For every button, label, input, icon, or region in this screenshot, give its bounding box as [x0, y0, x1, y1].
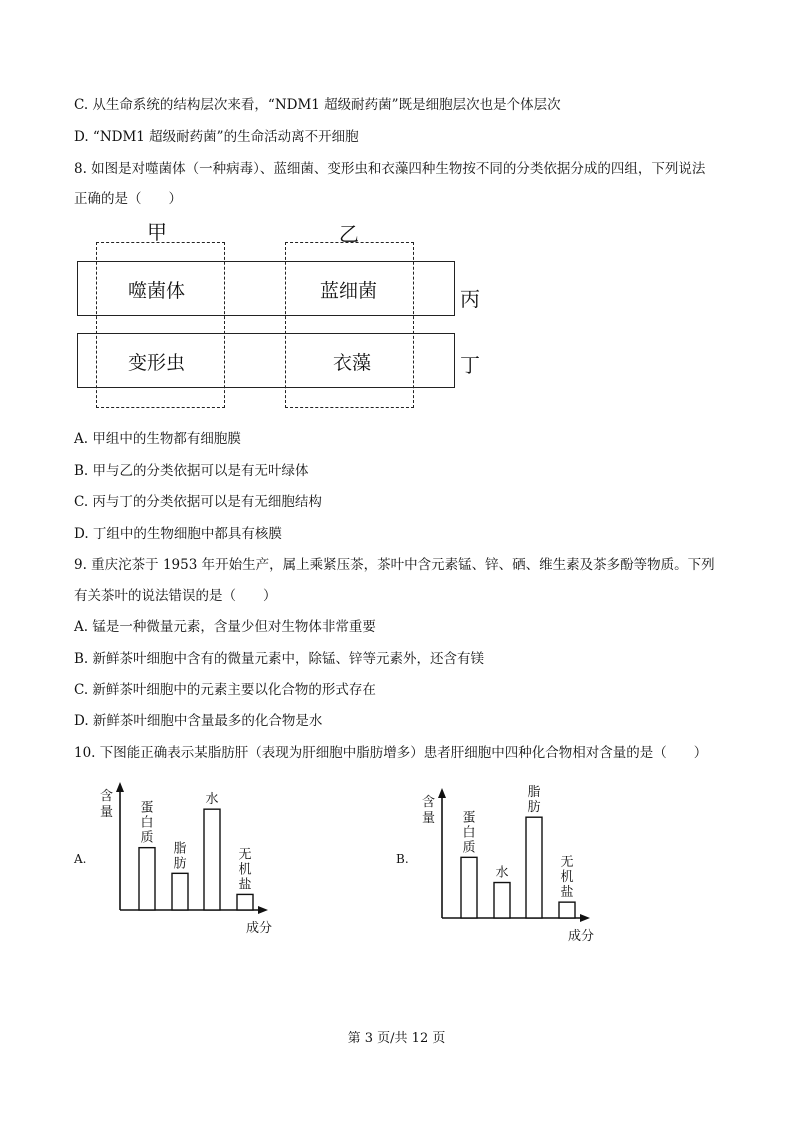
question-9-stem: 9. 重庆沱茶于 1953 年开始生产，属上乘紧压茶，茶叶中含元素锰、锌、硒、维生素及茶多酚等物质。下列	[74, 557, 715, 573]
page-footer: 第 3 页/共 12 页	[347, 1031, 446, 1046]
bar-label-2: 水	[205, 792, 219, 808]
bar-1	[494, 883, 510, 918]
bar-label-1: 水	[495, 865, 509, 881]
bar-2	[526, 817, 542, 918]
group-jia-label: 甲	[147, 220, 167, 244]
x-axis-arrow	[258, 906, 268, 914]
question-10-option-a-letter: A.	[74, 852, 87, 866]
group-yi-box	[285, 242, 414, 408]
question-8-stem-cont: 正确的是（ ）	[74, 191, 182, 207]
x-axis-label: 成分	[246, 921, 273, 936]
bar-0	[139, 848, 155, 910]
group-yi-label: 乙	[339, 222, 359, 246]
bar-label-0: 蛋白质	[140, 800, 154, 846]
bar-1	[172, 873, 188, 910]
bar-label-2: 脂肪	[527, 785, 541, 816]
option-c-text: C. 从生命系统的结构层次来看，“NDM1 超级耐药菌”既是细胞层次也是个体层次	[74, 97, 561, 113]
chart-option-a	[96, 772, 296, 942]
question-10-stem: 10. 下图能正确表示某脂肪肝（表现为肝细胞中脂肪增多）患者肝细胞中四种化合物相对含量的是（ ）	[74, 745, 708, 761]
bar-0	[461, 857, 477, 918]
cell-chlamydomonas: 衣藻	[333, 352, 372, 374]
option-d-text: D. “NDM1 超级耐药菌”的生命活动离不开细胞	[74, 129, 359, 145]
question-9-option-c: C. 新鲜茶叶细胞中的元素主要以化合物的形式存在	[74, 682, 376, 698]
y-axis-label: 含量	[100, 789, 114, 820]
bar-3	[237, 894, 253, 910]
group-bing-label: 丙	[460, 287, 480, 311]
group-ding-label: 丁	[460, 353, 480, 377]
question-8-option-b: B. 甲与乙的分类依据可以是有无叶绿体	[74, 463, 309, 479]
question-9-option-d: D. 新鲜茶叶细胞中含量最多的化合物是水	[74, 713, 323, 729]
y-axis-label: 含量	[422, 795, 436, 826]
bar-label-3: 无机盐	[238, 847, 252, 893]
bar-label-0: 蛋白质	[462, 810, 476, 856]
chart-option-b	[418, 772, 618, 942]
bar-3	[559, 902, 575, 918]
question-9-option-b: B. 新鲜茶叶细胞中含有的微量元素中，除锰、锌等元素外，还含有镁	[74, 651, 485, 667]
question-9-option-a: A. 锰是一种微量元素，含量少但对生物体非常重要	[74, 619, 376, 635]
group-jia-box	[96, 242, 225, 408]
question-8-option-c: C. 丙与丁的分类依据可以是有无细胞结构	[74, 494, 322, 510]
bar-label-3: 无机盐	[560, 855, 574, 901]
x-axis-label: 成分	[568, 929, 595, 944]
bar-label-1: 脂肪	[173, 841, 187, 872]
question-8-stem: 8. 如图是对噬菌体（一种病毒）、蓝细菌、变形虫和衣藻四种生物按不同的分类依据分成的四组，下列说法	[74, 161, 706, 177]
question-10-option-b-letter: B.	[396, 852, 409, 866]
cell-phage: 噬菌体	[128, 280, 186, 302]
y-axis-arrow	[116, 782, 124, 792]
x-axis-arrow	[580, 914, 590, 922]
question-8-option-a: A. 甲组中的生物都有细胞膜	[74, 431, 241, 447]
question-8-option-d: D. 丁组中的生物细胞中都具有核膜	[74, 526, 282, 542]
bar-2	[204, 809, 220, 910]
y-axis-arrow	[438, 788, 446, 798]
cell-cyanobacteria: 蓝细菌	[320, 280, 378, 302]
question-9-stem-cont: 有关茶叶的说法错误的是（ ）	[74, 588, 277, 604]
cell-amoeba: 变形虫	[128, 352, 186, 374]
